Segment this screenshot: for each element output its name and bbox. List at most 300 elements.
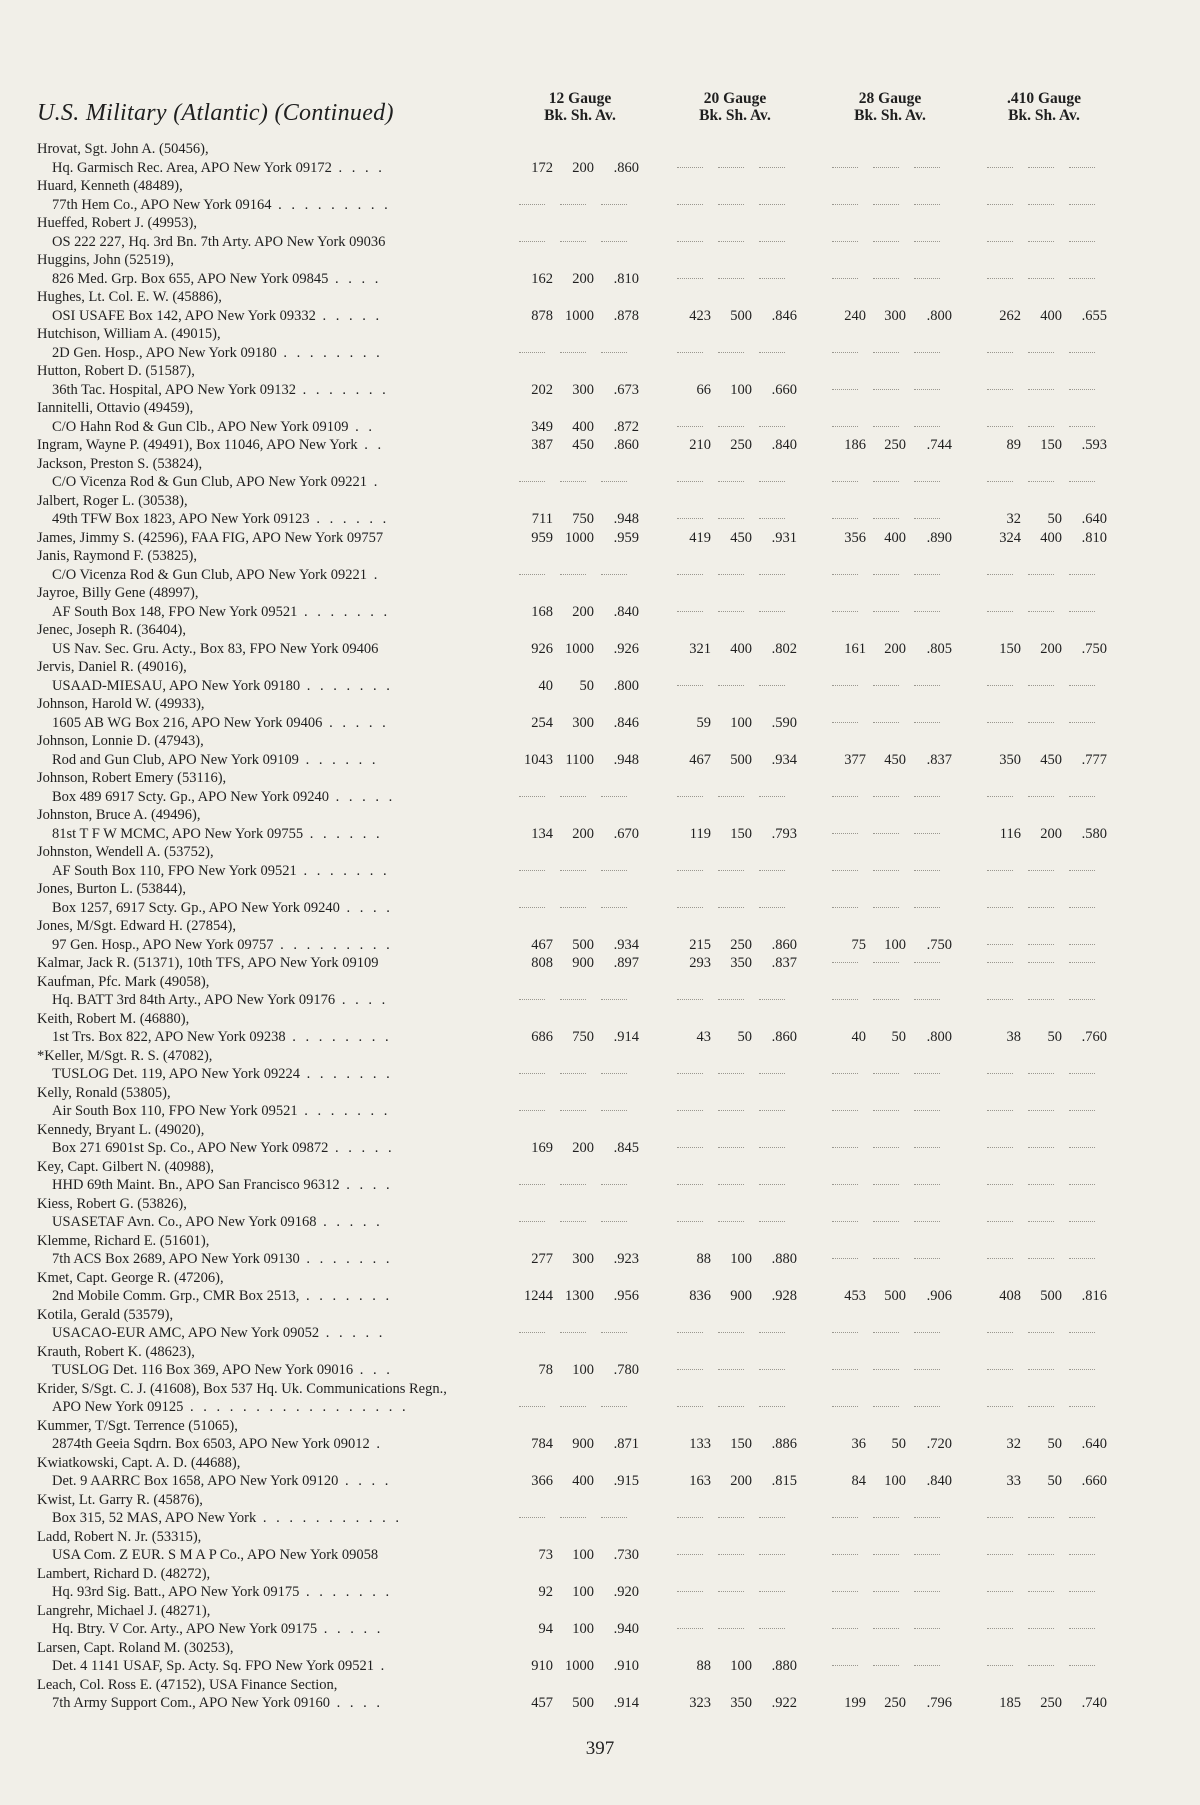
empty-score-placeholder <box>759 241 785 242</box>
member-address <box>52 1361 393 1380</box>
score-shot: 50 <box>891 1436 906 1452</box>
empty-score-placeholder <box>873 1628 899 1629</box>
score-broken: 66 <box>696 381 711 398</box>
score-shot: 100 <box>730 1251 752 1267</box>
empty-score-placeholder <box>718 1147 744 1148</box>
score-broken: 168 <box>531 603 553 620</box>
directory-entry <box>37 325 1157 362</box>
score-shot: 900 <box>572 955 594 971</box>
dot-leader: . <box>367 474 381 490</box>
empty-score-placeholder <box>677 907 703 908</box>
empty-score-placeholder <box>1069 1517 1095 1518</box>
empty-score-placeholder <box>1069 1073 1095 1074</box>
empty-score-placeholder <box>519 1517 545 1518</box>
score-shot: 300 <box>572 381 594 398</box>
address-line <box>37 1065 1157 1084</box>
empty-score-placeholder <box>759 278 785 279</box>
empty-score-placeholder <box>677 1073 703 1074</box>
empty-score-placeholder <box>873 999 899 1000</box>
member-name: Hueffed, Robert J. (49953), <box>37 215 198 231</box>
score-shot: 750 <box>572 511 594 527</box>
empty-score-placeholder <box>519 1221 545 1222</box>
empty-score-placeholder <box>873 1369 899 1370</box>
member-address <box>52 510 389 529</box>
address-text: AF South Box 148, FPO New York 09521 <box>52 603 298 620</box>
member-address <box>52 344 383 363</box>
score-shot: 200 <box>1040 640 1062 657</box>
empty-score-placeholder <box>560 352 586 353</box>
dot-leader: . . . . . . <box>303 825 383 842</box>
empty-score-placeholder <box>1069 426 1095 427</box>
empty-score-placeholder <box>718 1073 744 1074</box>
gauge-header-28 <box>830 90 950 124</box>
address-text: 2nd Mobile Comm. Grp., CMR Box 2513, <box>52 1288 300 1304</box>
score-shot: 350 <box>730 955 752 971</box>
score-broken: 119 <box>689 825 711 842</box>
member-address <box>52 936 393 955</box>
empty-score-placeholder <box>914 1147 940 1148</box>
empty-score-placeholder <box>987 999 1013 1000</box>
empty-score-placeholder <box>519 1406 545 1407</box>
empty-score-placeholder <box>718 167 744 168</box>
score-average: .860 <box>771 1029 797 1045</box>
address-text: James, Jimmy S. (42596), FAA FIG, APO New York 09757 <box>37 529 384 546</box>
address-text: Hq. BATT 3rd 84th Arty., APO New York 09176 <box>52 992 336 1008</box>
member-address <box>52 1435 383 1454</box>
directory-entry <box>37 658 1157 695</box>
empty-score-placeholder <box>759 518 785 519</box>
score-broken: 323 <box>689 1695 711 1711</box>
address-text: C/O Vicenza Rod & Gun Club, APO New York 09221 <box>52 566 368 583</box>
directory-entry <box>37 973 1157 1010</box>
score-average: .934 <box>613 936 639 953</box>
empty-score-placeholder <box>914 1073 940 1074</box>
score-average: .760 <box>1081 1029 1107 1045</box>
empty-score-placeholder <box>519 1184 545 1185</box>
empty-score-placeholder <box>987 1517 1013 1518</box>
address-line <box>37 381 1157 400</box>
empty-score-placeholder <box>560 999 586 1000</box>
empty-score-placeholder <box>987 481 1013 482</box>
score-average: .800 <box>926 1029 952 1045</box>
score-average: .948 <box>613 751 639 768</box>
score-average: .810 <box>613 270 639 287</box>
empty-score-placeholder <box>1069 389 1095 390</box>
empty-score-placeholder <box>1028 352 1054 353</box>
empty-score-placeholder <box>519 204 545 205</box>
address-line <box>37 603 1157 622</box>
address-text: Hq. Garmisch Rec. Area, APO New York 09172 <box>52 159 332 176</box>
score-broken: 293 <box>689 955 711 971</box>
directory-entry <box>37 769 1157 806</box>
dot-leader: . . . . . . . <box>299 1584 393 1600</box>
empty-score-placeholder <box>832 611 858 612</box>
empty-score-placeholder <box>873 518 899 519</box>
address-text: OS 222 227, Hq. 3rd Bn. 7th Arty. APO New York 09036 <box>52 233 386 250</box>
empty-score-placeholder <box>832 1332 858 1333</box>
dot-leader: . . . . <box>338 1473 392 1489</box>
address-line <box>37 1176 1157 1195</box>
score-broken: 377 <box>844 751 866 768</box>
empty-score-placeholder <box>914 241 940 242</box>
empty-score-placeholder <box>987 1369 1013 1370</box>
empty-score-placeholder <box>718 685 744 686</box>
member-address <box>52 1065 393 1084</box>
dot-leader: . <box>374 1658 388 1674</box>
gauge-columns: Bk. Sh. Av. <box>699 107 771 124</box>
address-line <box>37 1102 1157 1121</box>
empty-score-placeholder <box>873 1406 899 1407</box>
empty-score-placeholder <box>759 685 785 686</box>
score-shot: 200 <box>572 603 594 620</box>
address-text: Hq. Btry. V Cor. Arty., APO New York 09175 <box>52 1621 318 1637</box>
empty-score-placeholder <box>677 1554 703 1555</box>
address-line <box>37 862 1157 881</box>
empty-score-placeholder <box>1069 352 1095 353</box>
empty-score-placeholder <box>519 352 545 353</box>
empty-score-placeholder <box>1069 722 1095 723</box>
member-name: Huggins, John (52519), <box>37 252 174 268</box>
empty-score-placeholder <box>677 426 703 427</box>
empty-score-placeholder <box>677 1517 703 1518</box>
score-shot: 250 <box>730 936 752 953</box>
score-shot: 100 <box>572 1584 594 1600</box>
empty-score-placeholder <box>718 1184 744 1185</box>
empty-score-placeholder <box>873 352 899 353</box>
empty-score-placeholder <box>677 685 703 686</box>
empty-score-placeholder <box>718 1517 744 1518</box>
empty-score-placeholder <box>914 1517 940 1518</box>
empty-score-placeholder <box>914 574 940 575</box>
empty-score-placeholder <box>914 1628 940 1629</box>
empty-score-placeholder <box>1028 1665 1054 1666</box>
member-name: Jones, M/Sgt. Edward H. (27854), <box>37 918 236 934</box>
empty-score-placeholder <box>987 796 1013 797</box>
empty-score-placeholder <box>1069 1258 1095 1259</box>
score-broken: 40 <box>851 1029 866 1045</box>
gauge-columns: Bk. Sh. Av. <box>544 107 616 124</box>
score-average: .922 <box>771 1695 797 1711</box>
empty-score-placeholder <box>1069 278 1095 279</box>
score-shot: 400 <box>1040 529 1062 546</box>
empty-score-placeholder <box>873 1554 899 1555</box>
score-shot: 100 <box>572 1621 594 1637</box>
address-line <box>37 991 1157 1010</box>
gauge-name: 12 Gauge <box>548 90 612 107</box>
score-shot: 400 <box>884 529 906 546</box>
empty-score-placeholder <box>560 907 586 908</box>
dot-leader: . . . . . <box>319 1325 386 1341</box>
empty-score-placeholder <box>519 241 545 242</box>
empty-score-placeholder <box>601 1184 627 1185</box>
member-name: Huard, Kenneth (48489), <box>37 178 183 194</box>
address-text: 2874th Geeia Sqdrn. Box 6503, APO New York 09012 <box>52 1436 370 1452</box>
empty-score-placeholder <box>832 1073 858 1074</box>
empty-score-placeholder <box>759 1406 785 1407</box>
score-shot: 900 <box>730 1288 752 1304</box>
address-line <box>37 529 1157 548</box>
empty-score-placeholder <box>718 426 744 427</box>
empty-score-placeholder <box>718 278 744 279</box>
empty-score-placeholder <box>987 574 1013 575</box>
member-address <box>52 862 390 881</box>
dot-leader: . . . . . <box>328 1140 395 1156</box>
address-line <box>37 1213 1157 1232</box>
address-text: APO New York 09125 <box>52 1399 184 1415</box>
empty-score-placeholder <box>987 1221 1013 1222</box>
empty-score-placeholder <box>832 722 858 723</box>
member-address <box>52 418 375 437</box>
dot-leader: . . . . . . . . . <box>273 936 393 953</box>
score-average: .934 <box>771 751 797 768</box>
score-average: .931 <box>771 529 797 546</box>
member-address <box>37 529 383 548</box>
empty-score-placeholder <box>914 1665 940 1666</box>
score-average: .914 <box>613 1695 639 1711</box>
empty-score-placeholder <box>1069 1147 1095 1148</box>
directory-entry <box>37 695 1157 732</box>
member-name: Jayroe, Billy Gene (48997), <box>37 585 199 601</box>
score-shot: 100 <box>884 936 906 953</box>
score-average: .593 <box>1081 437 1107 453</box>
empty-score-placeholder <box>601 1332 627 1333</box>
empty-score-placeholder <box>677 999 703 1000</box>
empty-score-placeholder <box>677 1221 703 1222</box>
empty-score-placeholder <box>1028 1591 1054 1592</box>
empty-score-placeholder <box>832 426 858 427</box>
address-text: 1605 AB WG Box 216, APO New York 09406 <box>52 714 323 731</box>
score-broken: 1244 <box>524 1288 553 1304</box>
dot-leader: . . . . . <box>315 307 383 324</box>
member-name: Jackson, Preston S. (53824), <box>37 455 203 472</box>
score-broken: 73 <box>538 1547 553 1563</box>
empty-score-placeholder <box>759 352 785 353</box>
score-broken: 836 <box>689 1288 711 1304</box>
empty-score-placeholder <box>832 1406 858 1407</box>
directory-entry <box>37 1047 1157 1084</box>
empty-score-placeholder <box>677 796 703 797</box>
score-broken: 202 <box>531 381 553 398</box>
empty-score-placeholder <box>873 574 899 575</box>
score-average: .940 <box>613 1621 639 1637</box>
score-broken: 185 <box>999 1695 1021 1711</box>
score-broken: 350 <box>999 751 1021 768</box>
score-shot: 50 <box>1047 1436 1062 1452</box>
score-shot: 400 <box>1040 307 1062 324</box>
score-broken: 186 <box>844 437 866 453</box>
address-text: US Nav. Sec. Gru. Acty., Box 83, FPO New York 09406 <box>52 640 379 657</box>
address-line <box>37 233 1157 252</box>
score-average: .720 <box>926 1436 952 1452</box>
score-broken: 150 <box>999 640 1021 657</box>
gauge-header-410 <box>984 90 1104 124</box>
score-broken: 169 <box>531 1140 553 1156</box>
empty-score-placeholder <box>914 907 940 908</box>
empty-score-placeholder <box>1069 1332 1095 1333</box>
dot-leader: . . . . . . . <box>299 1251 393 1267</box>
empty-score-placeholder <box>677 167 703 168</box>
empty-score-placeholder <box>677 1628 703 1629</box>
empty-score-placeholder <box>718 611 744 612</box>
empty-score-placeholder <box>677 1184 703 1185</box>
address-text: AF South Box 110, FPO New York 09521 <box>52 862 297 879</box>
empty-score-placeholder <box>759 907 785 908</box>
directory-entry <box>37 843 1157 880</box>
directory-entry <box>37 1269 1157 1306</box>
address-line <box>37 418 1157 437</box>
empty-score-placeholder <box>1028 1332 1054 1333</box>
directory-entry <box>37 436 1157 455</box>
empty-score-placeholder <box>759 167 785 168</box>
score-shot: 50 <box>579 677 594 694</box>
score-broken: 161 <box>844 640 866 657</box>
gauge-name: .410 Gauge <box>1006 90 1082 107</box>
address-text: C/O Hahn Rod & Gun Clb., APO New York 09109 <box>52 418 349 435</box>
gauge-name: 20 Gauge <box>703 90 767 107</box>
empty-score-placeholder <box>914 1554 940 1555</box>
empty-score-placeholder <box>1028 1073 1054 1074</box>
dot-leader: . . . . <box>339 1177 393 1193</box>
empty-score-placeholder <box>873 833 899 834</box>
empty-score-placeholder <box>987 1665 1013 1666</box>
score-average: .928 <box>771 1288 797 1304</box>
score-shot: 100 <box>730 714 752 731</box>
member-name: Krauth, Robert K. (48623), <box>37 1343 195 1360</box>
empty-score-placeholder <box>759 1221 785 1222</box>
member-address <box>52 1324 385 1343</box>
empty-score-placeholder <box>718 1369 744 1370</box>
empty-score-placeholder <box>560 1184 586 1185</box>
score-broken: 38 <box>1006 1029 1021 1045</box>
member-address <box>52 1657 387 1676</box>
score-shot: 200 <box>572 825 594 842</box>
empty-score-placeholder <box>560 1517 586 1518</box>
score-average: .730 <box>613 1547 639 1563</box>
score-average: .796 <box>926 1695 952 1711</box>
empty-score-placeholder <box>601 1073 627 1074</box>
score-average: .744 <box>926 437 952 453</box>
member-name: Iannitelli, Ottavio (49459), <box>37 400 194 416</box>
member-address <box>52 991 388 1010</box>
score-average: .670 <box>613 825 639 842</box>
directory-entry <box>37 1195 1157 1232</box>
address-line <box>37 1250 1157 1269</box>
directory-entry <box>37 1491 1157 1528</box>
score-shot: 450 <box>730 529 752 546</box>
score-average: .906 <box>926 1288 952 1304</box>
member-name: Kaufman, Pfc. Mark (49058), <box>37 973 210 990</box>
member-name: Jenec, Joseph R. (36404), <box>37 622 187 638</box>
empty-score-placeholder <box>832 1369 858 1370</box>
empty-score-placeholder <box>718 907 744 908</box>
dot-leader: . . . . . . <box>298 751 379 768</box>
empty-score-placeholder <box>1069 1554 1095 1555</box>
score-shot: 50 <box>891 1029 906 1045</box>
empty-score-placeholder <box>832 833 858 834</box>
directory-entry <box>37 1417 1157 1454</box>
address-line <box>37 1287 1157 1306</box>
score-broken: 366 <box>531 1473 553 1489</box>
empty-score-placeholder <box>718 796 744 797</box>
score-broken: 43 <box>696 1029 711 1045</box>
empty-score-placeholder <box>759 1369 785 1370</box>
empty-score-placeholder <box>759 1073 785 1074</box>
score-average: .860 <box>613 159 639 176</box>
score-shot: 500 <box>572 1695 594 1711</box>
score-broken: 711 <box>531 511 553 527</box>
member-name: Kwiatkowski, Capt. A. D. (44688), <box>37 1454 241 1471</box>
gauge-name: 28 Gauge <box>858 90 922 107</box>
score-broken: 32 <box>1006 511 1021 527</box>
empty-score-placeholder <box>1028 1184 1054 1185</box>
empty-score-placeholder <box>1028 481 1054 482</box>
empty-score-placeholder <box>873 1258 899 1259</box>
empty-score-placeholder <box>1069 481 1095 482</box>
dot-leader: . . . . . . . <box>296 381 389 398</box>
empty-score-placeholder <box>832 1221 858 1222</box>
score-shot: 500 <box>1040 1288 1062 1304</box>
empty-score-placeholder <box>873 870 899 871</box>
empty-score-placeholder <box>914 611 940 612</box>
empty-score-placeholder <box>987 1406 1013 1407</box>
dot-leader: . . . . . . <box>309 511 390 527</box>
member-name: Langrehr, Michael J. (48271), <box>37 1602 211 1619</box>
empty-score-placeholder <box>987 426 1013 427</box>
score-average: .800 <box>926 307 952 324</box>
empty-score-placeholder <box>914 1184 940 1185</box>
empty-score-placeholder <box>873 1591 899 1592</box>
empty-score-placeholder <box>987 870 1013 871</box>
empty-score-placeholder <box>914 796 940 797</box>
empty-score-placeholder <box>914 1406 940 1407</box>
score-shot: 500 <box>884 1288 906 1304</box>
dot-leader: . . . . <box>328 270 382 287</box>
empty-score-placeholder <box>1028 796 1054 797</box>
member-address <box>52 1176 393 1195</box>
empty-score-placeholder <box>873 278 899 279</box>
member-name: Kmet, Capt. George R. (47206), <box>37 1269 224 1286</box>
member-name: Kennedy, Bryant L. (49020), <box>37 1121 205 1138</box>
member-address <box>52 714 389 733</box>
score-average: .840 <box>926 1473 952 1489</box>
score-shot: 50 <box>1047 1029 1062 1045</box>
empty-score-placeholder <box>832 574 858 575</box>
empty-score-placeholder <box>1028 167 1054 168</box>
address-text: TUSLOG Det. 116 Box 369, APO New York 09016 <box>52 1362 354 1378</box>
score-broken: 686 <box>531 1029 553 1045</box>
empty-score-placeholder <box>677 1147 703 1148</box>
empty-score-placeholder <box>601 241 627 242</box>
dot-leader: . . . . . <box>316 1214 383 1230</box>
empty-score-placeholder <box>601 870 627 871</box>
empty-score-placeholder <box>1069 1110 1095 1111</box>
empty-score-placeholder <box>832 685 858 686</box>
address-text: C/O Vicenza Rod & Gun Club, APO New York 09221 <box>52 474 368 490</box>
empty-score-placeholder <box>914 352 940 353</box>
empty-score-placeholder <box>873 426 899 427</box>
empty-score-placeholder <box>1028 1517 1054 1518</box>
dot-leader: . . . . . . . . <box>285 1029 392 1045</box>
score-average: .923 <box>613 1251 639 1267</box>
score-broken: 262 <box>999 307 1021 324</box>
directory-entry <box>37 732 1157 769</box>
empty-score-placeholder <box>1028 611 1054 612</box>
empty-score-placeholder <box>987 389 1013 390</box>
empty-score-placeholder <box>914 204 940 205</box>
address-line <box>37 1028 1157 1047</box>
address-text: 7th ACS Box 2689, APO New York 09130 <box>52 1251 300 1267</box>
directory-entry <box>37 1084 1157 1121</box>
